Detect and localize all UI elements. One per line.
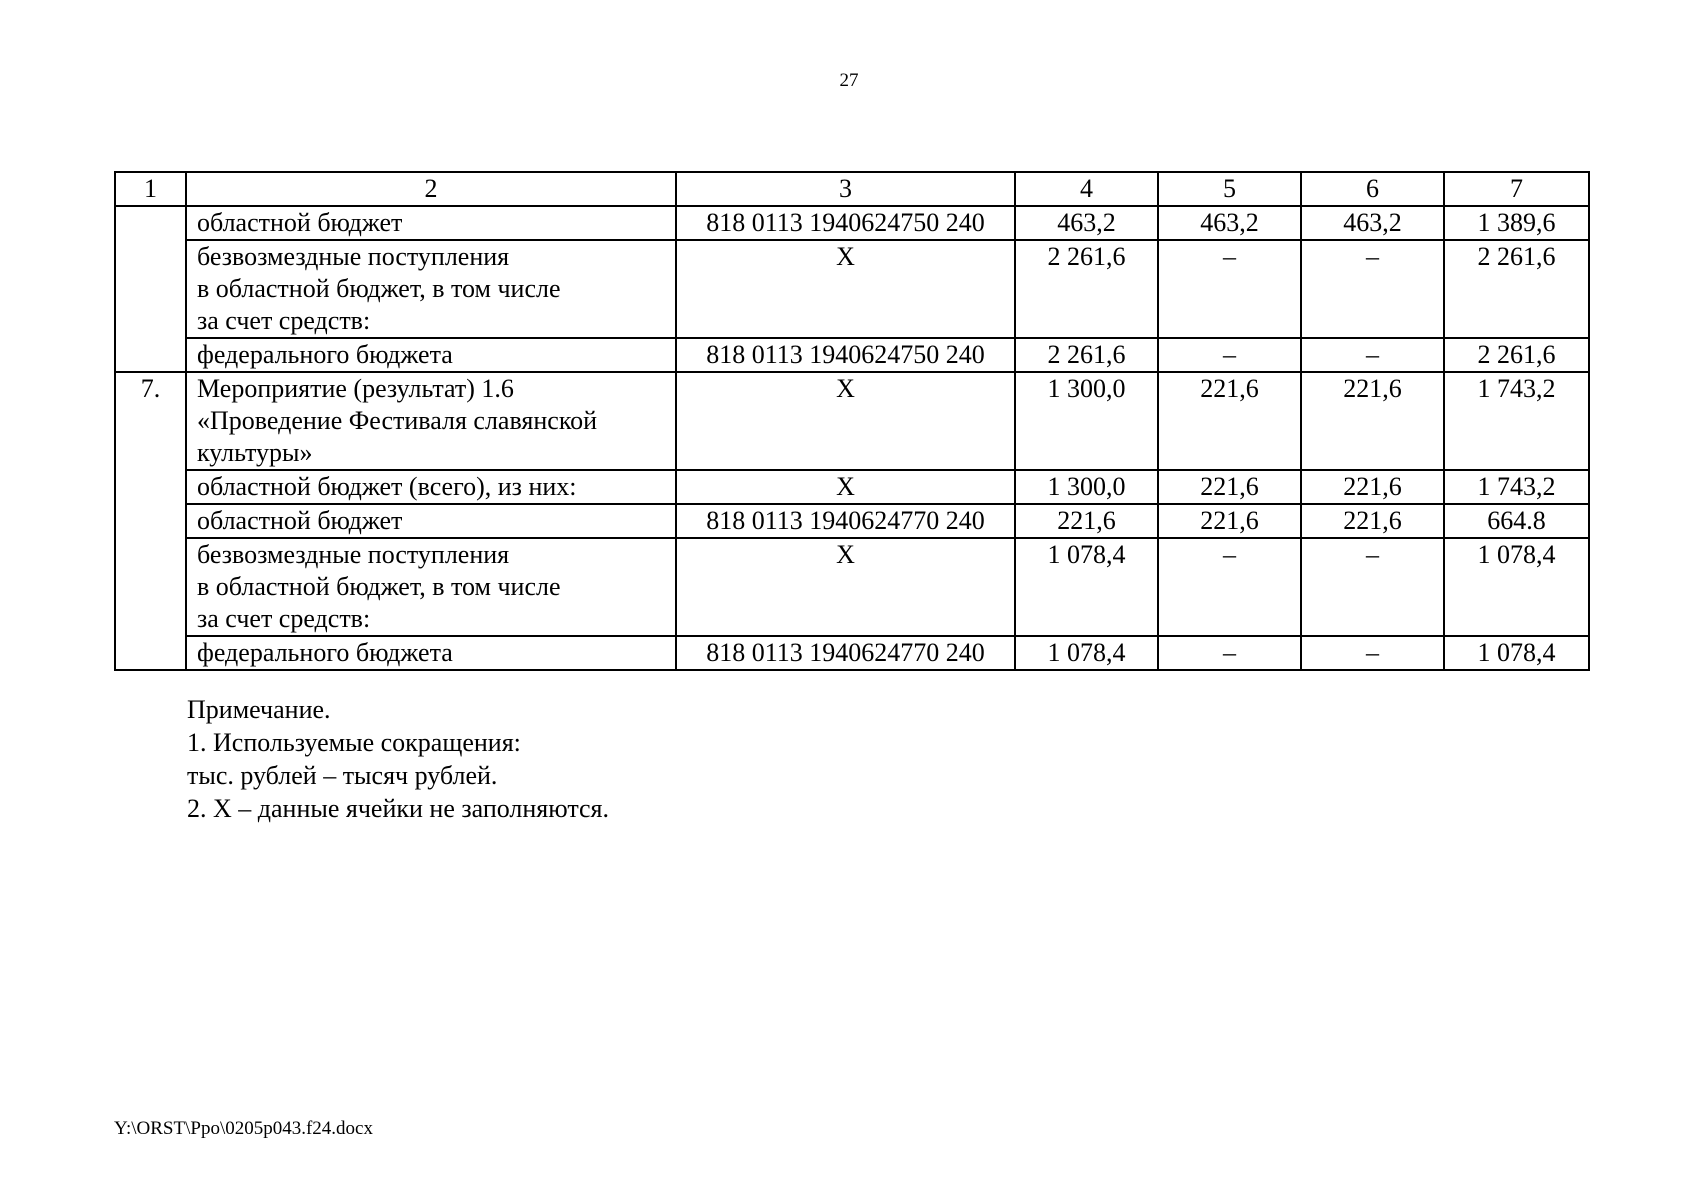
item-name-cell: федерального бюджета xyxy=(186,636,676,670)
value-cell-col4: 1 300,0 xyxy=(1015,372,1158,470)
value-cell-col5: – xyxy=(1158,636,1301,670)
value-cell-col7: 1 078,4 xyxy=(1444,538,1589,636)
value-cell-col4: 1 078,4 xyxy=(1015,636,1158,670)
file-path-footer: Y:\ORST\Ppo\0205p043.f24.docx xyxy=(114,1118,373,1139)
value-cell-col5: – xyxy=(1158,338,1301,372)
item-name-cell: безвозмездные поступления в областной бюджет, в том числе за счет средств: xyxy=(186,538,676,636)
item-name-cell: областной бюджет xyxy=(186,206,676,240)
value-cell-col6: – xyxy=(1301,538,1444,636)
value-cell-col5: 221,6 xyxy=(1158,470,1301,504)
value-cell-col7: 2 261,6 xyxy=(1444,240,1589,338)
budget-code-cell: 818 0113 1940624750 240 xyxy=(676,206,1015,240)
budget-code-cell: 818 0113 1940624770 240 xyxy=(676,504,1015,538)
table-row xyxy=(115,636,1589,670)
table-row xyxy=(115,504,1589,538)
value-cell-col7: 1 743,2 xyxy=(1444,372,1589,470)
value-cell-col7: 1 743,2 xyxy=(1444,470,1589,504)
note-item: 2. Х – данные ячейки не заполняются. xyxy=(187,794,610,823)
row-number-cell xyxy=(115,206,186,372)
note-item: 1. Используемые сокращения: xyxy=(187,728,521,757)
value-cell-col4: 1 300,0 xyxy=(1015,470,1158,504)
value-cell-col5: – xyxy=(1158,538,1301,636)
note-item-detail: тыс. рублей – тысяч рублей. xyxy=(187,761,498,790)
table-row xyxy=(115,372,1589,470)
item-name-cell: областной бюджет (всего), из них: xyxy=(186,470,676,504)
value-cell-col4: 2 261,6 xyxy=(1015,338,1158,372)
value-cell-col5: 221,6 xyxy=(1158,504,1301,538)
page-number: 27 xyxy=(839,70,859,91)
value-cell-col7: 664.8 xyxy=(1444,504,1589,538)
value-cell-col4: 2 261,6 xyxy=(1015,240,1158,338)
value-cell-col4: 221,6 xyxy=(1015,504,1158,538)
item-name-cell: Мероприятие (результат) 1.6 «Проведение Фестиваля славянской культуры» xyxy=(186,372,676,470)
table-header-row xyxy=(115,172,1589,206)
value-cell-col5: 221,6 xyxy=(1158,372,1301,470)
table-row xyxy=(115,338,1589,372)
value-cell-col7: 1 389,6 xyxy=(1444,206,1589,240)
table-row xyxy=(115,206,1589,240)
value-cell-col4: 1 078,4 xyxy=(1015,538,1158,636)
value-cell-col6: – xyxy=(1301,240,1444,338)
budget-code-cell: Х xyxy=(676,538,1015,636)
item-name-cell: федерального бюджета xyxy=(186,338,676,372)
header-cell: 7 xyxy=(1444,172,1589,206)
table-row xyxy=(115,470,1589,504)
header-cell: 6 xyxy=(1301,172,1444,206)
row-number-cell: 7. xyxy=(115,372,186,670)
value-cell-col7: 1 078,4 xyxy=(1444,636,1589,670)
value-cell-col4: 463,2 xyxy=(1015,206,1158,240)
item-name-cell: безвозмездные поступления в областной бюджет, в том числе за счет средств: xyxy=(186,240,676,338)
value-cell-col6: – xyxy=(1301,636,1444,670)
value-cell-col5: – xyxy=(1158,240,1301,338)
header-cell: 3 xyxy=(676,172,1015,206)
value-cell-col6: 463,2 xyxy=(1301,206,1444,240)
budget-table xyxy=(114,171,1590,671)
header-cell: 1 xyxy=(115,172,186,206)
value-cell-col6: 221,6 xyxy=(1301,470,1444,504)
budget-code-cell: Х xyxy=(676,240,1015,338)
value-cell-col6: 221,6 xyxy=(1301,372,1444,470)
budget-code-cell: 818 0113 1940624770 240 xyxy=(676,636,1015,670)
header-cell: 4 xyxy=(1015,172,1158,206)
value-cell-col5: 463,2 xyxy=(1158,206,1301,240)
budget-code-cell: 818 0113 1940624750 240 xyxy=(676,338,1015,372)
header-cell: 5 xyxy=(1158,172,1301,206)
notes-section xyxy=(187,693,609,825)
item-name-cell: областной бюджет xyxy=(186,504,676,538)
value-cell-col7: 2 261,6 xyxy=(1444,338,1589,372)
header-cell: 2 xyxy=(186,172,676,206)
notes-title: Примечание. xyxy=(187,695,331,724)
value-cell-col6: – xyxy=(1301,338,1444,372)
budget-code-cell: Х xyxy=(676,372,1015,470)
budget-code-cell: Х xyxy=(676,470,1015,504)
table-row xyxy=(115,240,1589,338)
value-cell-col6: 221,6 xyxy=(1301,504,1444,538)
table-row xyxy=(115,538,1589,636)
